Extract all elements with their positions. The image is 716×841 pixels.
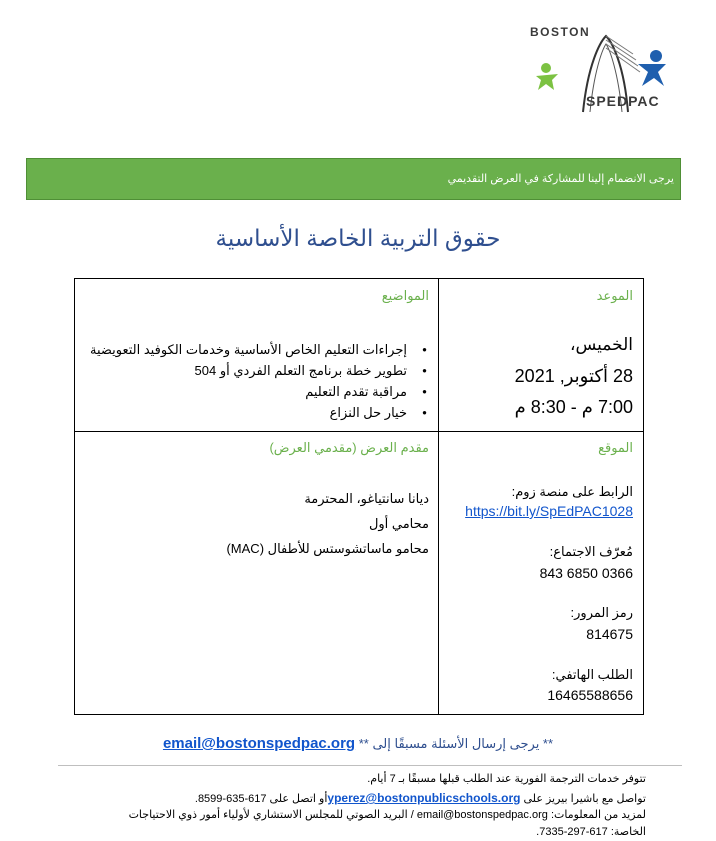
banner-text: يرجى الانضمام إلينا للمشاركة في العرض التقديمي	[447, 173, 674, 185]
passcode-label: رمز المرور:	[570, 605, 633, 620]
footer-line-3: لمزيد من المعلومات: email@bostonspedpac.org / البريد الصوتي للمجلس الاستشاري لأولياء أمور ذوي الاحتياجات	[128, 809, 646, 821]
footer-line-2	[26, 791, 646, 807]
list-item: ● تطوير خطة برنامج التعلم الفردي أو 504	[79, 360, 429, 381]
spedpac-logo	[528, 24, 680, 124]
presenter-role: محامي أول	[368, 516, 429, 531]
footer-contact-suffix: أو اتصل على 617-635-8599.	[194, 793, 328, 805]
footer-separator	[58, 765, 682, 766]
meeting-id: 843 6850 0366	[539, 565, 633, 581]
footer-line-1: تتوفر خدمات الترجمة الفورية عند الطلب قبلها مسبقًا بـ 7 أيام.	[367, 773, 646, 785]
presenter-org: محامو ماساتشوستس للأطفال (MAC)	[226, 541, 429, 556]
list-item: ● خيار حل النزاع	[79, 402, 429, 423]
presenter-name: ديانا سانتياغو، المحترمة	[304, 491, 429, 506]
date-time: 7:00 م - 8:30 م	[514, 397, 633, 417]
date-day: الخميس،	[570, 335, 633, 354]
invitation-banner	[26, 158, 681, 200]
footer-contact-prefix: تواصل مع باشيرا بيريز على	[523, 793, 646, 805]
passcode: 814675	[586, 626, 633, 642]
presenter-label: مقدم العرض (مقدمي العرض)	[269, 440, 429, 455]
table-divider-vertical	[438, 279, 439, 714]
phone-label: الطلب الهاتفي:	[551, 667, 633, 682]
date-full: 28 أكتوبر, 2021	[514, 366, 633, 386]
location-label: الموقع	[598, 440, 633, 455]
phone-number: 16465588656	[547, 687, 633, 703]
page-title: حقوق التربية الخاصة الأساسية	[215, 225, 501, 251]
list-item: ● مراقبة تقدم التعليم	[79, 381, 429, 402]
questions-text: ** يرجى إرسال الأسئلة مسبقًا إلى **	[358, 736, 554, 751]
logo-bottom-text: SPEDPAC	[586, 93, 660, 109]
zoom-link[interactable]: https://bit.ly/SpEdPAC1028	[465, 503, 633, 519]
footer-email-link[interactable]: yperez@bostonpublicschools.org	[327, 791, 521, 805]
questions-email-link[interactable]: email@bostonspedpac.org	[162, 735, 356, 752]
questions-line	[0, 735, 716, 752]
footer-line-4: الخاصة: 617-297-7335.	[536, 826, 646, 838]
meeting-id-label: مُعرّف الاجتماع:	[549, 544, 633, 559]
zoom-label: الرابط على منصة زوم:	[511, 484, 633, 499]
date-label: الموعد	[596, 288, 633, 303]
logo-top-text: BOSTON	[530, 25, 591, 39]
list-item: ● إجراءات التعليم الخاص الأساسية وخدمات الكوفيد التعويضية	[79, 339, 429, 360]
logo-graphic	[528, 24, 680, 124]
topics-list	[79, 339, 429, 423]
event-info-table	[74, 278, 644, 715]
topics-label: المواضيع	[381, 288, 429, 303]
table-divider-horizontal	[75, 431, 643, 432]
